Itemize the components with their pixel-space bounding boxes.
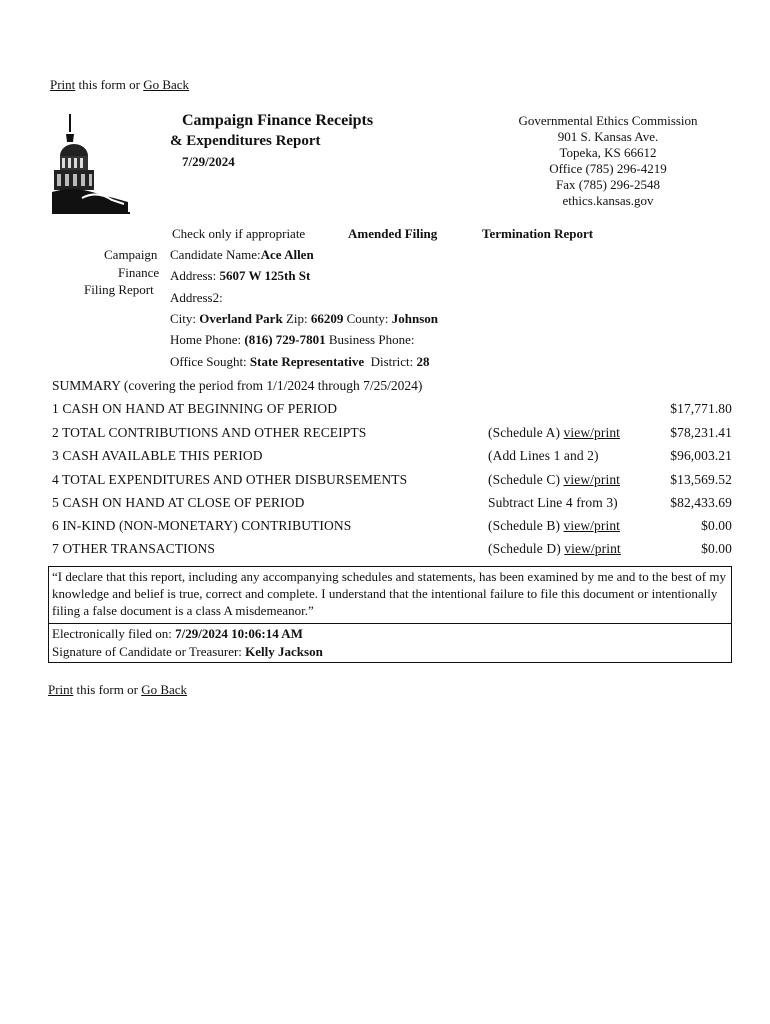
candidate-label: Candidate Name: (170, 247, 261, 262)
zip-value: 66209 (310, 311, 344, 326)
side-label-campaign: Campaign (104, 247, 158, 262)
summary-row-label: 2 TOTAL CONTRIBUTIONS AND OTHER RECEIPTS (52, 425, 367, 440)
summary-row-label: 7 OTHER TRANSACTIONS (52, 541, 216, 556)
print-link-bottom[interactable]: Print (48, 682, 74, 697)
summary-heading: SUMMARY (covering the period from 1/1/2024 through 7/25/2024) (52, 378, 423, 393)
summary-row-label: 6 IN-KIND (NON-MONETARY) CONTRIBUTIONS (52, 518, 352, 533)
filed-on-line (52, 625, 728, 643)
schedule-b-view-print-link[interactable]: view/print (563, 518, 621, 533)
address-value: 5607 W 125th St (219, 268, 311, 283)
summary-row-value: $82,433.69 (670, 495, 732, 510)
schedule-text: (Schedule A) (488, 425, 564, 440)
summary-row (52, 518, 732, 538)
city-label: City: (170, 311, 200, 326)
amended-filing: Amended Filing (348, 226, 438, 241)
declaration-box: “I declare that this report, including any accompanying schedules and statements, has been examined by me and to the best of my knowledge and belief is true, correct and complete. I understand that the intentional failure to file this document or intentionally filing a false document is a class A misdemeanor.” (48, 566, 732, 624)
schedule-a-view-print-link[interactable]: view/print (563, 425, 621, 440)
summary-row (52, 495, 732, 515)
report-title: Campaign Finance Receipts (182, 112, 374, 129)
county-value: Johnson (391, 311, 439, 326)
nav-text-bottom: this form or (73, 682, 142, 697)
termination-report: Termination Report (482, 226, 594, 241)
commission-website: ethics.kansas.gov (562, 193, 654, 208)
district-label: District: (370, 354, 417, 369)
zip-label: Zip: (285, 311, 311, 326)
office-label: Office Sought: (170, 354, 250, 369)
schedule-text: (Schedule D) (488, 541, 565, 556)
report-subtitle: & Expenditures Report (170, 133, 321, 149)
signer-value: Kelly Jackson (245, 644, 323, 659)
bottom-nav (48, 682, 187, 698)
summary-row-value: $13,569.52 (670, 472, 732, 487)
candidate-name-line (170, 247, 314, 263)
commission-address (496, 113, 720, 209)
summary-row (52, 425, 732, 445)
capitol-logo (52, 112, 132, 216)
go-back-link[interactable]: Go Back (143, 77, 190, 92)
summary-row (52, 401, 732, 421)
side-label-filing-report: Filing Report (84, 282, 154, 297)
summary-row (52, 541, 732, 561)
address-line (170, 268, 310, 284)
summary-row (52, 448, 732, 468)
office-line (170, 354, 429, 370)
schedule-c-view-print-link[interactable]: view/print (563, 472, 621, 487)
commission-name: Governmental Ethics Commission (518, 113, 698, 128)
summary-row-value: $78,231.41 (670, 425, 732, 440)
check-text: Check only if appropriate (172, 226, 306, 241)
summary-row-label: 4 TOTAL EXPENDITURES AND OTHER DISBURSEMENTS (52, 472, 408, 487)
summary-row-schedule (488, 472, 620, 488)
commission-office-phone: Office (785) 296-4219 (549, 161, 667, 176)
home-phone-value: (816) 729-7801 (244, 332, 326, 347)
business-phone-label: Business Phone: (328, 332, 415, 347)
summary-row-schedule (488, 541, 621, 557)
summary-row-value: $17,771.80 (670, 401, 732, 416)
filed-label: Electronically filed on: (52, 626, 176, 641)
signer-label: Signature of Candidate or Treasurer: (52, 644, 246, 659)
county-label: County: (346, 311, 392, 326)
commission-street: 901 S. Kansas Ave. (557, 129, 659, 144)
report-date: 7/29/2024 (182, 154, 235, 169)
summary-row-value: $96,003.21 (670, 448, 732, 463)
go-back-link-bottom[interactable]: Go Back (141, 682, 188, 697)
city-line (170, 311, 438, 327)
commission-fax: Fax (785) 296-2548 (556, 177, 660, 192)
summary-row-label: 3 CASH AVAILABLE THIS PERIOD (52, 448, 263, 463)
side-label-finance: Finance (118, 265, 160, 280)
schedule-text: (Schedule C) (488, 472, 564, 487)
summary-row-schedule (488, 518, 620, 534)
print-link[interactable]: Print (50, 77, 76, 92)
commission-city: Topeka, KS 66612 (559, 145, 657, 160)
city-value: Overland Park (199, 311, 283, 326)
address-label: Address: (170, 268, 220, 283)
summary-row-label: 1 CASH ON HAND AT BEGINNING OF PERIOD (52, 401, 338, 416)
summary-row-schedule: (Add Lines 1 and 2) (488, 448, 599, 463)
home-phone-label: Home Phone: (170, 332, 245, 347)
summary-row (52, 472, 732, 492)
schedule-d-view-print-link[interactable]: view/print (564, 541, 621, 556)
office-value: State Representative (249, 354, 365, 369)
address2-line: Address2: (170, 290, 223, 305)
summary-row-schedule: Subtract Line 4 from 3) (488, 495, 618, 510)
nav-text: this form or (75, 77, 144, 92)
signature-box (48, 623, 732, 663)
district-value: 28 (416, 354, 430, 369)
phone-line (170, 332, 414, 348)
candidate-value: Ace Allen (260, 247, 314, 262)
top-nav (50, 77, 189, 93)
schedule-text: (Schedule B) (488, 518, 564, 533)
signer-line (52, 643, 728, 661)
summary-row-schedule (488, 425, 620, 441)
summary-row-label: 5 CASH ON HAND AT CLOSE OF PERIOD (52, 495, 305, 510)
filed-value: 7/29/2024 10:06:14 AM (175, 626, 303, 641)
summary-row-value: $0.00 (701, 518, 732, 533)
summary-row-value: $0.00 (701, 541, 732, 556)
